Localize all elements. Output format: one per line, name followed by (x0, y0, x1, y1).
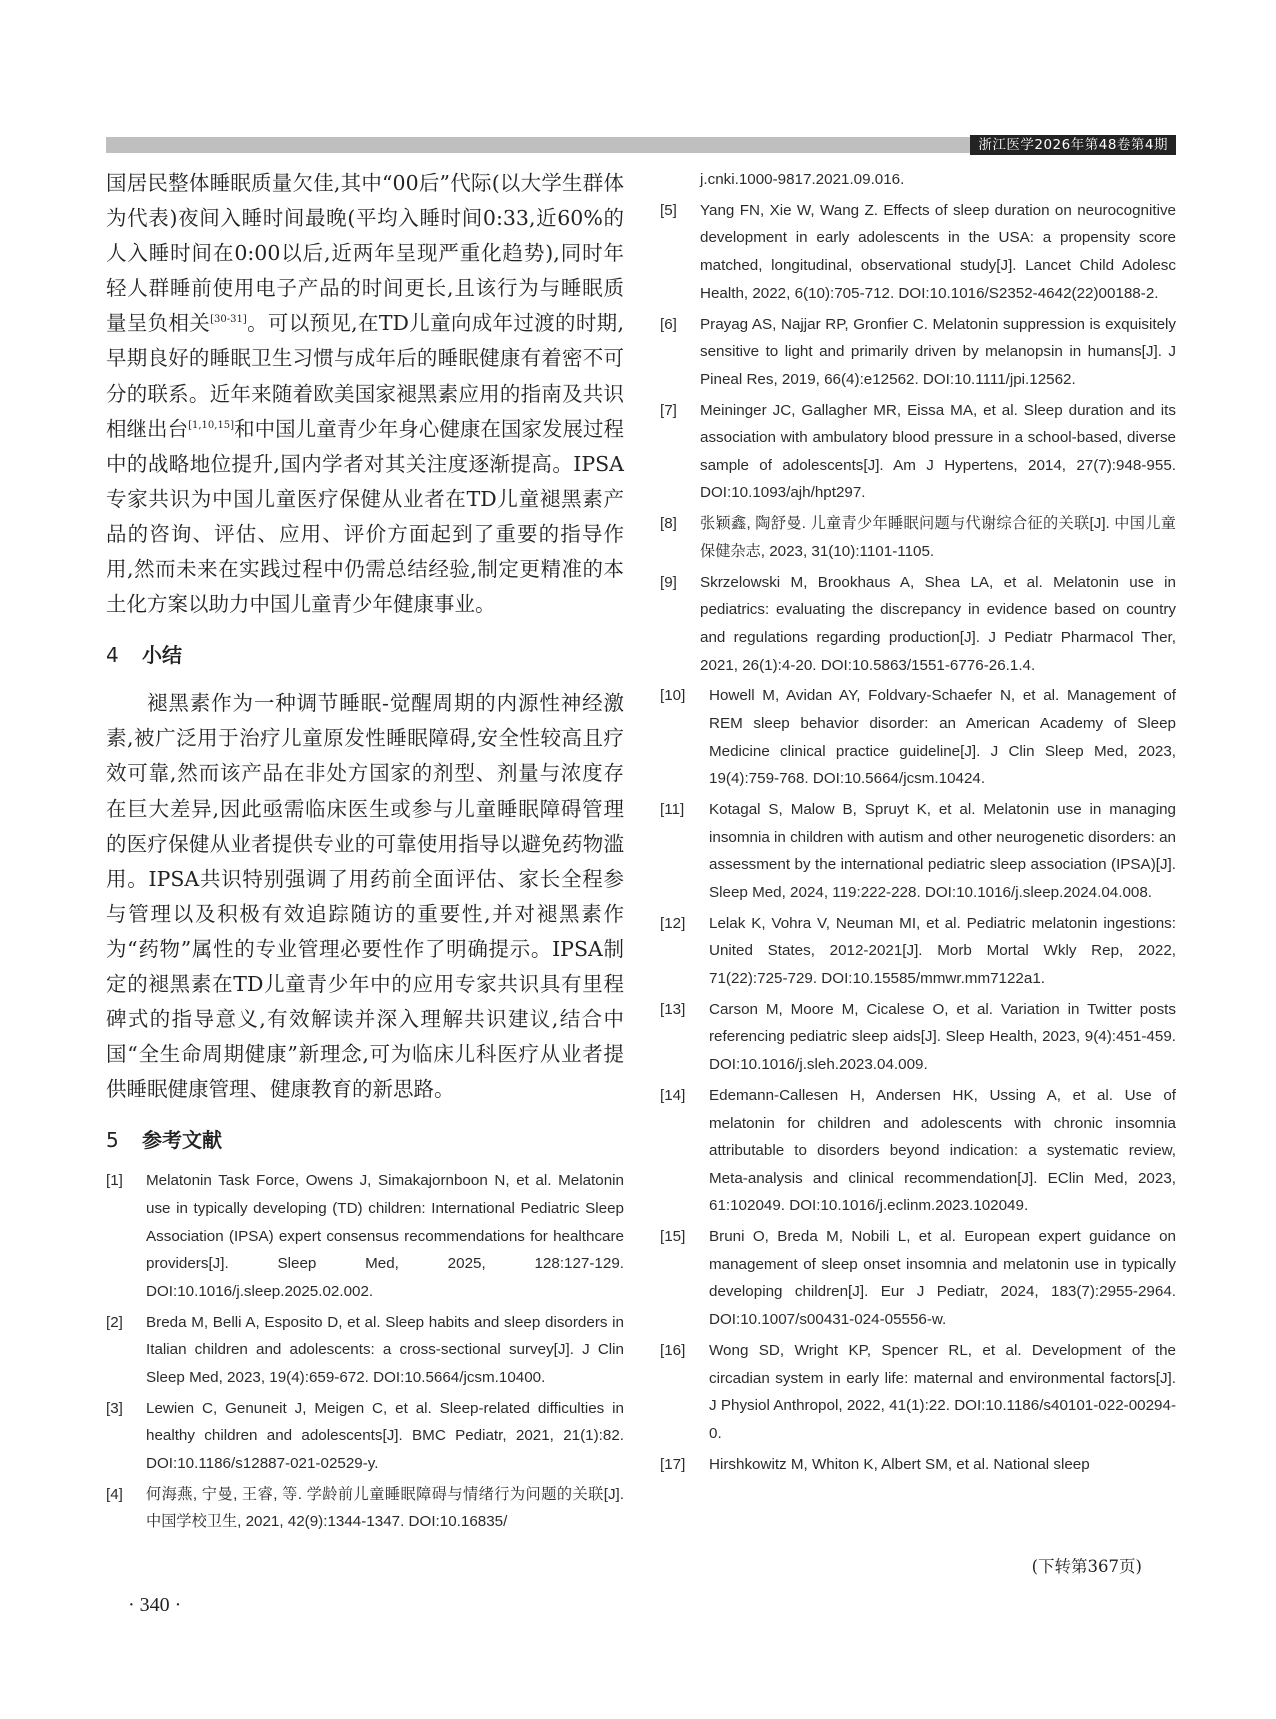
section-heading-references (106, 1123, 624, 1157)
reference-number: [2] (106, 1313, 123, 1331)
reference-text: Wong SD, Wright KP, Spencer RL, et al. Development of the circadian system in early life: maternal and environmental factors[J]. J Physiol Anthropol, 2022, 41(1):22. DOI:10.1186/s40101-022-00294-0. (709, 1341, 1176, 1442)
reference-text: Bruni O, Breda M, Nobili L, et al. European expert guidance on management of sleep onset insomnia and melatonin use in typically developing children[J]. Eur J Pediatr, 2024, 183(7):2955-2964. DOI:10.1007/s00431-024-05556-w. (709, 1228, 1176, 1329)
reference-text: 何海燕, 宁曼, 王睿, 等. 学龄前儿童睡眠障碍与情绪行为问题的关联[J]. 中国学校卫生, 2021, 42(9):1344-1347. DOI:10.16835/ (146, 1485, 624, 1531)
paragraph-text: 和中国儿童青少年身心健康在国家发展过程中的战略地位提升,国内学者对其关注度逐渐提高。IPSA专家共识为中国儿童医疗保健从业者在TD儿童褪黑素产品的咨询、评估、应用、评价方面起到了重要的指导作用,然而未来在实践过程中仍需总结经验,制定更精准的本土化方案以助力中国儿童青少年健康事业。 (106, 416, 625, 617)
reference-number: [15] (660, 1228, 686, 1246)
reference-item (106, 1395, 624, 1478)
reference-text: Skrzelowski M, Brookhaus A, Shea LA, et al. Melatonin use in pediatrics: evaluating the discrepancy in evidence based on country and regulations regarding production[J]. J Pediatr Pharmacol Ther, 2021, 26(1):4-20. DOI:10.5863/1551-6776-26.1.4. (700, 573, 1176, 674)
continued-note: (下转第367页) (1031, 1557, 1142, 1576)
reference-text: Lelak K, Vohra V, Neuman MI, et al. Pediatric melatonin ingestions: United States, 2012-2021[J]. Morb Mortal Wkly Rep, 2022, 71(22):725-729. DOI:10.15585/mmwr.mm7122a1. (709, 914, 1176, 987)
left-column (106, 166, 624, 1539)
citation[interactable]: [30-31] (210, 314, 247, 326)
reference-number: [1] (106, 1172, 123, 1190)
reference-item (660, 996, 1176, 1079)
reference-item (660, 311, 1176, 394)
reference-text: Lewien C, Genuneit J, Meigen C, et al. Sleep-related difficulties in healthy children and adolescents[J]. BMC Pediatr, 2021, 21(1):82. DOI:10.1186/s12887-021-02529-y. (146, 1399, 624, 1472)
reference-item (660, 197, 1176, 307)
reference-item (660, 682, 1176, 792)
reference-text: Edemann-Callesen H, Andersen HK, Ussing A, et al. Use of melatonin for children and adolescents with chronic insomnia attributable to disorders beyond indication: a systematic review, Meta-analysis and clinical recommendation[J]. EClin Med, 2023, 61:102049. DOI:10.1016/j.eclinm.2023.102049. (709, 1086, 1176, 1215)
reference-item (660, 1337, 1176, 1447)
reference-text: Yang FN, Xie W, Wang Z. Effects of sleep duration on neurocognitive development in early adolescents in the USA: a propensity score matched, longitudinal, observational study[J]. Lancet Child Adolesc Health, 2022, 6(10):705-712. DOI:10.1016/S2352-4642(22)00188-2. (700, 201, 1176, 302)
right-column (660, 166, 1176, 1481)
reference-item (660, 1223, 1176, 1333)
reference-number: [13] (660, 1000, 686, 1018)
reference-item (106, 1309, 624, 1392)
reference-text: Howell M, Avidan AY, Foldvary-Schaefer N, et al. Management of REM sleep behavior disorder: an American Academy of Sleep Medicine clinical practice guideline[J]. J Clin Sleep Med, 2023, 19(4):759-768. DOI:10.5664/jcsm.10424. (709, 687, 1176, 788)
reference-text: 张颖鑫, 陶舒曼. 儿童青少年睡眠问题与代谢综合征的关联[J]. 中国儿童保健杂志, 2023, 31(10):1101-1105. (700, 515, 1176, 560)
section-title: 参考文献 (142, 1128, 222, 1153)
reference-number: [14] (660, 1086, 686, 1104)
reference-continuation: j.cnki.1000-9817.2021.09.016. (700, 171, 905, 188)
reference-number: [5] (660, 201, 677, 219)
section-title: 小结 (142, 643, 182, 668)
reference-item (660, 796, 1176, 906)
section-number: 5 (106, 1128, 119, 1153)
body-paragraph (106, 166, 624, 622)
reference-number: [3] (106, 1399, 123, 1417)
reference-number: [7] (660, 401, 677, 419)
reference-item (660, 510, 1176, 565)
summary-paragraph: 褪黑素作为一种调节睡眠-觉醒周期的内源性神经激素,被广泛用于治疗儿童原发性睡眠障碍,安全性较高且疗效可靠,然而该产品在非处方国家的剂型、剂量与浓度存在巨大差异,因此亟需临床医生或参与儿童睡眠障碍管理的医疗保健从业者提供专业的可靠使用指导以避免药物滥用。IPSA共识特别强调了用药前全面评估、家长全程参与管理以及积极有效追踪随访的重要性,并对褪黑素作为“药物”属性的专业管理必要性作了明确提示。IPSA制定的褪黑素在TD儿童青少年中的应用专家共识具有里程碑式的指导意义,有效解读并深入理解共识建议,结合中国“全生命周期健康”新理念,可为临床儿科医疗从业者提供睡眠健康管理、健康教育的新思路。 (106, 691, 624, 1102)
reference-item (660, 910, 1176, 993)
reference-item (660, 1082, 1176, 1220)
reference-number: [10] (660, 687, 686, 705)
citation[interactable]: [1,10,15] (188, 419, 235, 431)
reference-number: [12] (660, 914, 686, 932)
reference-text: Meininger JC, Gallagher MR, Eissa MA, et al. Sleep duration and its association with ambulatory blood pressure in a school-based, diverse sample of adolescents[J]. Am J Hypertens, 2014, 27(7):948-955. DOI:10.1093/ajh/hpt297. (700, 401, 1176, 502)
reference-number: [9] (660, 573, 677, 591)
reference-text: Carson M, Moore M, Cicalese O, et al. Variation in Twitter posts referencing pediatric sleep aids[J]. Sleep Health, 2023, 9(4):451-459. DOI:10.1016/j.sleh.2023.04.009. (709, 1000, 1176, 1074)
reference-item (106, 1167, 624, 1305)
journal-header: 浙江医学2026年第48卷第4期 (970, 135, 1176, 155)
section-heading-summary (106, 638, 624, 672)
reference-text: Prayag AS, Najjar RP, Gronfier C. Melatonin suppression is exquisitely sensitive to light and primarily driven by melanopsin in humans[J]. J Pineal Res, 2019, 66(4):e12562. DOI:10.1111/jpi.12562. (700, 315, 1176, 388)
reference-number: [6] (660, 315, 677, 333)
reference-number: [16] (660, 1341, 686, 1359)
reference-text: Kotagal S, Malow B, Spruyt K, et al. Melatonin use in managing insomnia in children with autism and other neurogenetic disorders: an assessment by the international pediatric sleep association (IPSA)[J]. Sleep Med, 2024, 119:222-228. DOI:10.1016/j.sleep.2024.04.008. (709, 801, 1176, 901)
reference-text: Hirshkowitz M, Whiton K, Albert SM, et al. National sleep (709, 1455, 1090, 1473)
paragraph-text: 。可以预见,在TD儿童向成年过渡的时期,早期良好的睡眠卫生习惯与成年后的睡眠健康有着密不可分的联系。近年来随着欧美国家褪黑素应用的指南及共识相继出台 (106, 311, 624, 441)
paragraph-text: 国居民整体睡眠质量欠佳,其中“00后”代际(以大学生群体为代表)夜间入睡时间最晚(平均入睡时间0:33,近60%的人入睡时间在0:00以后,近两年呈现严重化趋势),同时年轻人群睡前使用电子产品的时间更长,且该行为与睡眠质量呈负相关 (106, 171, 624, 336)
reference-number: [4] (106, 1485, 123, 1503)
page-number: · 340 · (128, 1594, 182, 1616)
reference-number: [11] (660, 801, 685, 819)
reference-text: Breda M, Belli A, Esposito D, et al. Sleep habits and sleep disorders in Italian children and adolescents: a cross-sectional survey[J]. J Clin Sleep Med, 2023, 19(4):659-672. DOI:10.5664/jcsm.10400. (146, 1313, 624, 1386)
reference-number: [8] (660, 515, 677, 533)
reference-item (106, 1481, 624, 1536)
reference-text: Melatonin Task Force, Owens J, Simakajornboon N, et al. Melatonin use in typically developing (TD) children: International Pediatric Sleep Association (IPSA) expert consensus recommendations for healthcare providers[J]. Sleep Med, 2025, 128:127-129. DOI:10.1016/j.sleep.2025.02.002. (146, 1172, 624, 1300)
reference-item (660, 1451, 1176, 1479)
reference-item (660, 569, 1176, 679)
section-number: 4 (106, 643, 119, 668)
reference-item (660, 397, 1176, 507)
reference-number: [17] (660, 1455, 686, 1473)
